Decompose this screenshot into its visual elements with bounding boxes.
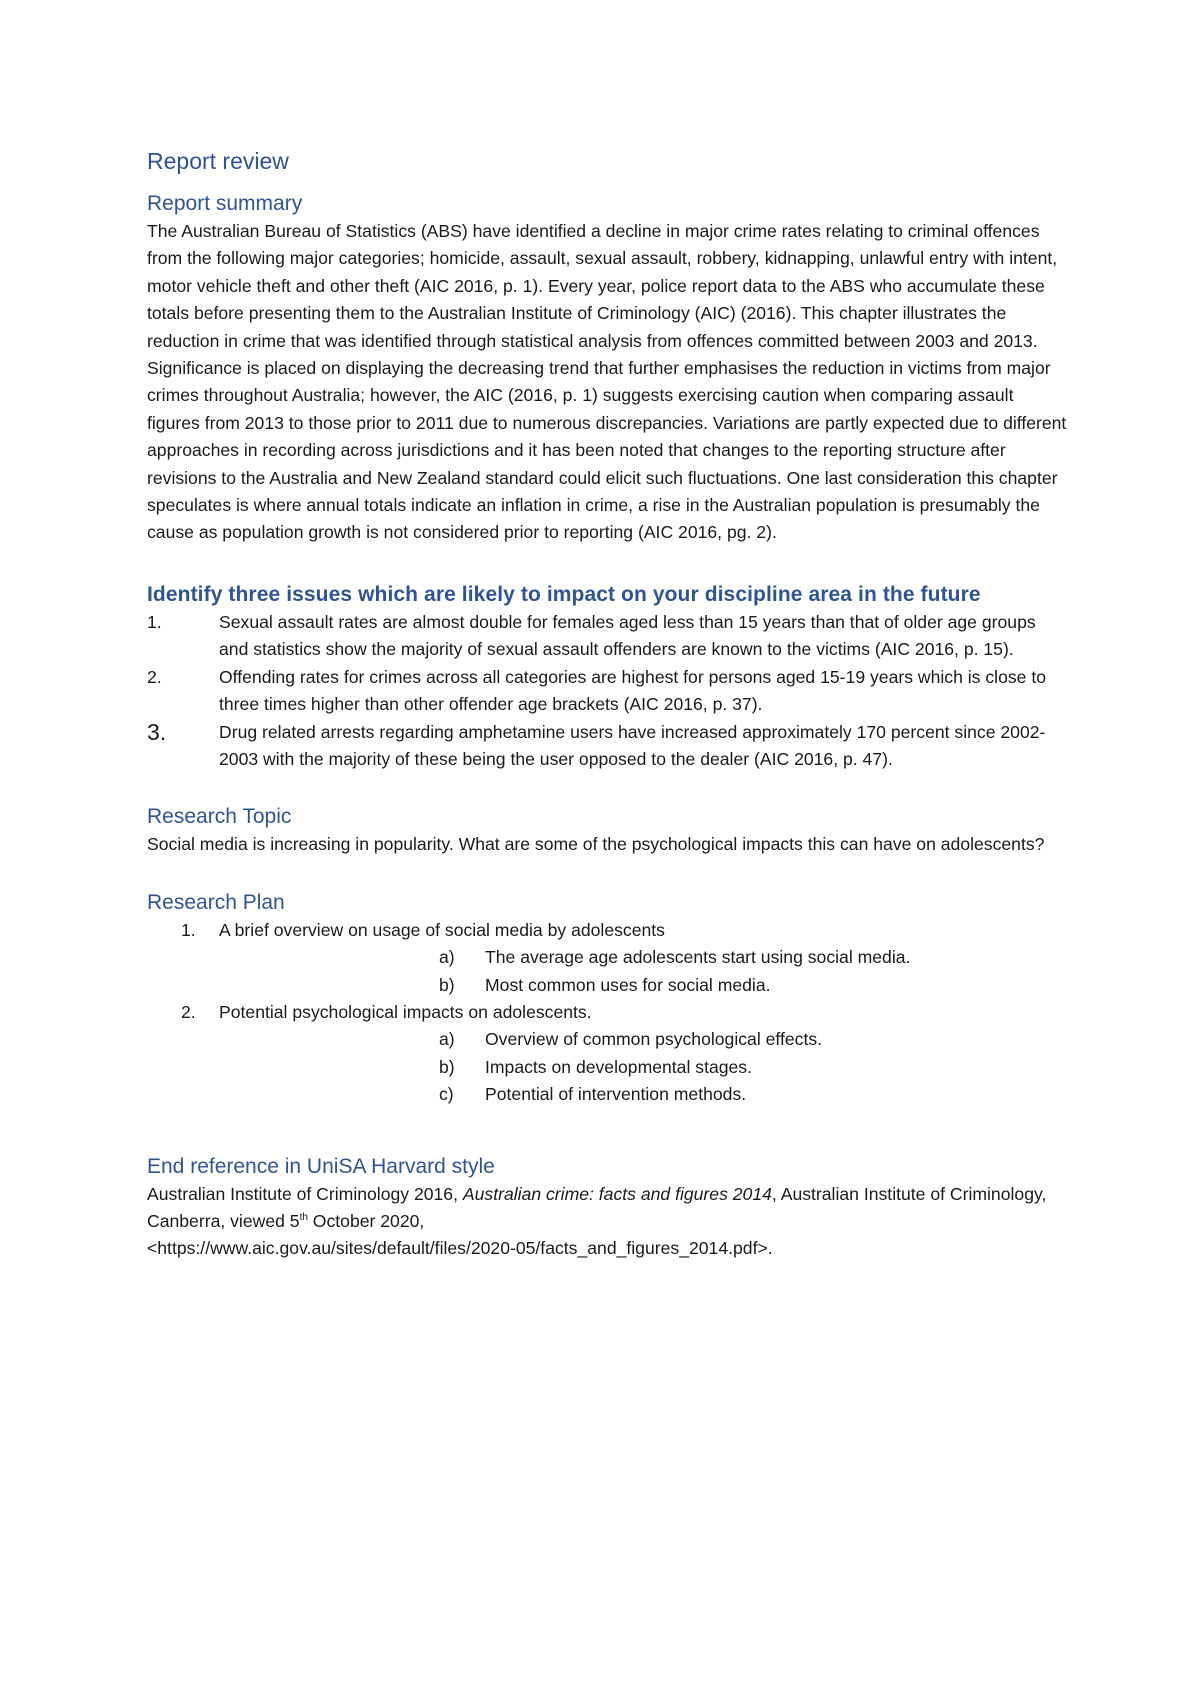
plan-subitem (147, 944, 1067, 971)
list-number: 1. (181, 919, 196, 940)
sub-letter: b) (439, 1056, 455, 1077)
sub-text: Impacts on developmental stages. (485, 1056, 752, 1077)
summary-text: The Australian Bureau of Statistics (ABS) have identified a decline in major crime rates relating to criminal offences from the following major categories; homicide, assault, sexual assault, robbery, kidnapping, unlawful entry with intent, motor vehicle theft and other theft (AIC 2016, p. 1). Every year, police report data to the ABS who accumulate these totals before presenting them to the Australian Institute of Criminology (AIC) (2016). This chapter illustrates the reduction in crime that was identified through statistical analysis from offences committed between 2003 and 2013. Significance is placed on displaying the decreasing trend that further emphasises the reduction in victims from major crimes throughout Australia; however, the AIC (2016, p. 1) suggests exercising caution when comparing assault figures from 2013 to those prior to 2011 due to numerous discrepancies. Variations are partly expected due to different approaches in recording across jurisdictions and it has been noted that changes to the reporting structure after revisions to the Australia and New Zealand standard could elicit such fluctuations. One last consideration this chapter speculates is where annual totals indicate an inflation in crime, a rise in the Australian population is presumably the cause as population growth is not considered prior to reporting (AIC 2016, pg. 2). (147, 221, 1067, 543)
sub-text: Most common uses for social media. (485, 974, 771, 995)
summary-section (147, 190, 1067, 547)
reference-author-year: Australian Institute of Criminology 2016, (147, 1183, 463, 1204)
topic-heading: Research Topic (147, 805, 292, 829)
list-text: Sexual assault rates are almost double for females aged less than 15 years than that of older age groups and statistics show the majority of sexual assault offenders are known to the victims (AIC 2016, p. 15). (219, 611, 1036, 660)
list-text: A brief overview on usage of social media by adolescents (219, 919, 665, 940)
list-item (147, 664, 1067, 719)
sub-letter: a) (439, 947, 455, 968)
reference-day-suffix: th (299, 1212, 308, 1224)
list-text: Offending rates for crimes across all categories are highest for persons aged 15-19 years which is close to three times higher than other offender age brackets (AIC 2016, p. 37). (219, 666, 1046, 715)
reference-viewed: October 2020, (307, 1210, 425, 1231)
list-number: 2. (147, 666, 162, 687)
reference-heading: End reference in UniSA Harvard style (147, 1154, 495, 1178)
sub-letter: c) (439, 1084, 454, 1105)
plan-heading: Research Plan (147, 890, 285, 914)
reference-work-title: Australian crime: facts and figures 2014 (462, 1183, 772, 1204)
plan-subitem (147, 1026, 1067, 1053)
reference-entry (147, 1181, 1067, 1263)
sub-text: Overview of common psychological effects. (485, 1029, 823, 1050)
topic-section (147, 803, 1067, 858)
plan-section (147, 889, 1067, 1109)
document-page (147, 146, 1067, 1263)
issues-section (147, 581, 1067, 773)
plan-subitem (147, 1054, 1067, 1081)
topic-text: Social media is increasing in popularity. What are some of the psychological impacts this can have on adolescents? (147, 834, 1045, 855)
plan-subitem (147, 1081, 1067, 1108)
reference-publisher: , Australian Institute of Criminology, Canberra, viewed 5 (147, 1183, 1047, 1231)
reference-url: <https://www.aic.gov.au/sites/default/files/2020-05/facts_and_figures_2014.pdf>. (147, 1238, 773, 1259)
plan-item (147, 999, 1067, 1026)
reference-section (147, 1153, 1067, 1263)
summary-heading: Report summary (147, 192, 303, 215)
issues-heading: Identify three issues which are likely to impact on your discipline area in the future (147, 582, 981, 606)
sub-text: Potential of intervention methods. (485, 1084, 747, 1105)
issues-list (147, 609, 1067, 773)
sub-letter: b) (439, 974, 455, 995)
list-number: 2. (181, 1001, 196, 1022)
list-item (147, 719, 1067, 774)
list-text: Drug related arrests regarding amphetamine users have increased approximately 170 percent since 2002-2003 with the majority of these being the user opposed to the dealer (AIC 2016, p. 47). (219, 721, 1046, 769)
plan-subitem (147, 972, 1067, 999)
page-title: Report review (147, 148, 289, 174)
list-item (147, 609, 1067, 664)
plan-item (147, 917, 1067, 944)
list-number: 3. (147, 718, 167, 745)
list-number: 1. (147, 611, 162, 632)
sub-text: The average age adolescents start using social media. (485, 947, 911, 968)
list-text: Potential psychological impacts on adolescents. (219, 1001, 592, 1022)
sub-letter: a) (439, 1029, 455, 1050)
